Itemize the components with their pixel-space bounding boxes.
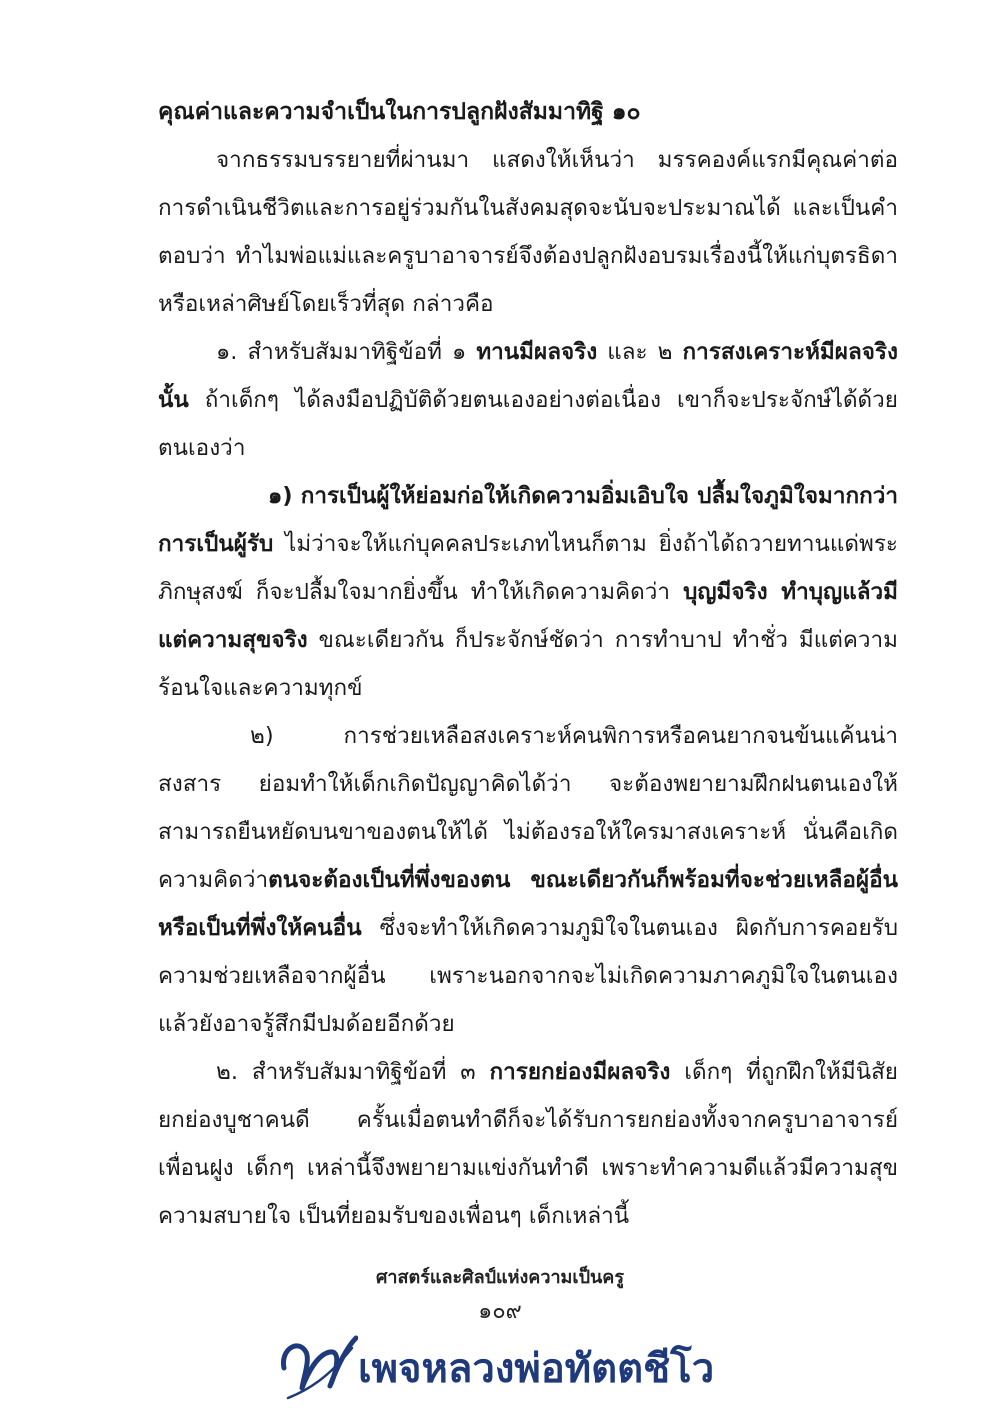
subitem-1-text: ไม่ว่าจะให้แก่บุคคลประเภทไหนก็ตาม ยิ่งถ้าได้ถวายทานแด่พระภิกษุสงฆ์ ก็จะปลื้มใจมากยิ่งขึ้น ทำให้เกิดความคิดว่า — [158, 531, 898, 605]
section-heading: คุณค่าและความจำเป็นในการปลูกฝังสัมมาทิฐิ ๑๐ — [158, 99, 641, 125]
brand-mark-icon — [278, 1328, 358, 1408]
subitem-1-bold-giver: ๑) การเป็นผู้ให้ย่อมก่อให้เกิดความอิ่มเอิบใจ ปลื้มใจภูมิใจมากกว่าการเป็นผู้รับ — [158, 483, 898, 557]
item-1-rest: ถ้าเด็กๆ ได้ลงมือปฏิบัติด้วยตนเองอย่างต่อเนื่อง เขาก็จะประจักษ์ได้ด้วยตนเองว่า — [158, 387, 898, 461]
paragraph-subitem-2 — [158, 712, 898, 1048]
item-1-bold-generosity: ทานมีผลจริง — [476, 339, 598, 365]
subitem-2-text: ๒) การช่วยเหลือสงเคราะห์คนพิการหรือคนยากจนข้นแค้นน่าสงสาร ย่อมทำให้เด็กเกิดปัญญาคิดได้ว่า จะต้องพยายามฝึกฝนตนเองให้สามารถยืนหยัดบนขาของตนให้ได้ ไม่ต้องรอให้ใครมาสงเคราะห์ นั่นคือเกิดความคิดว่า — [158, 723, 898, 893]
paragraph-intro: จากธรรมบรรยายที่ผ่านมา แสดงให้เห็นว่า มรรคองค์แรกมีคุณค่าต่อการดำเนินชีวิตและการอยู่ร่วมกันในสังคมสุดจะนับจะประมาณได้ และเป็นคำตอบว่า ทำไมพ่อแม่และครูบาอาจารย์จึงต้องปลูกฝังอบรมเรื่องนี้ให้แก่บุตรธิดาหรือเหล่าศิษย์โดยเร็วที่สุด กล่าวคือ — [158, 147, 898, 317]
subitem-1-rest: ขณะเดียวกัน ก็ประจักษ์ชัดว่า การทำบาป ทำชั่ว มีแต่ความร้อนใจและความทุกข์ — [158, 627, 898, 701]
item-1-bold-assistance: การสงเคราะห์มีผลจริงนั้น — [158, 339, 898, 413]
page-number: ๑๐๙ — [478, 1299, 522, 1324]
subitem-2-rest: ซึ่งจะทำให้เกิดความภูมิใจในตนเอง ผิดกับการคอยรับความช่วยเหลือจากผู้อื่น เพราะนอกจากจะไม่เกิดความภาคภูมิใจในตนเองแล้วยังอาจรู้สึกมีปมด้อยอีกด้วย — [158, 915, 898, 1037]
paragraph-item-1 — [158, 328, 898, 472]
item-2-rest: เด็กๆ ที่ถูกฝึกให้มีนิสัยยกย่องบูชาคนดี ครั้นเมื่อตนทำดีก็จะได้รับการยกย่องทั้งจากครูบาอาจารย์ เพื่อนฝูง เด็กๆ เหล่านี้จึงพยายามแข่งกันทำดี เพราะทำความดีแล้วมีความสุข ความสบายใจ เป็นที่ยอมรับของเพื่อนๆ เด็กเหล่านี้ — [158, 1059, 898, 1229]
subitem-2-bold-self-reliance: ตนจะต้องเป็นที่พึ่งของตน ขณะเดียวกันก็พร้อมที่จะช่วยเหลือผู้อื่น หรือเป็นที่พึ่งให้คนอื่น — [158, 867, 898, 941]
footer-book-title: ศาสตร์และศิลป์แห่งความเป็นครู — [375, 1267, 625, 1288]
paragraph-item-2 — [158, 1048, 898, 1240]
brand-logo — [278, 1328, 738, 1408]
body-text — [158, 88, 898, 1240]
subitem-1-bold-merit: บุญมีจริง ทำบุญแล้วมีแต่ความสุขจริง — [158, 579, 898, 653]
item-1-lead: ๑. สำหรับสัมมาทิฐิข้อที่ ๑ — [216, 339, 477, 365]
brand-text: เพจหลวงพ่อทัตตชีโว — [358, 1346, 715, 1392]
item-2-bold-praise: การยกย่องมีผลจริง — [489, 1059, 671, 1085]
item-2-lead: ๒. สำหรับสัมมาทิฐิข้อที่ ๓ — [216, 1059, 490, 1085]
paragraph-subitem-1 — [158, 472, 898, 712]
item-1-and: และ ๒ — [597, 339, 683, 365]
